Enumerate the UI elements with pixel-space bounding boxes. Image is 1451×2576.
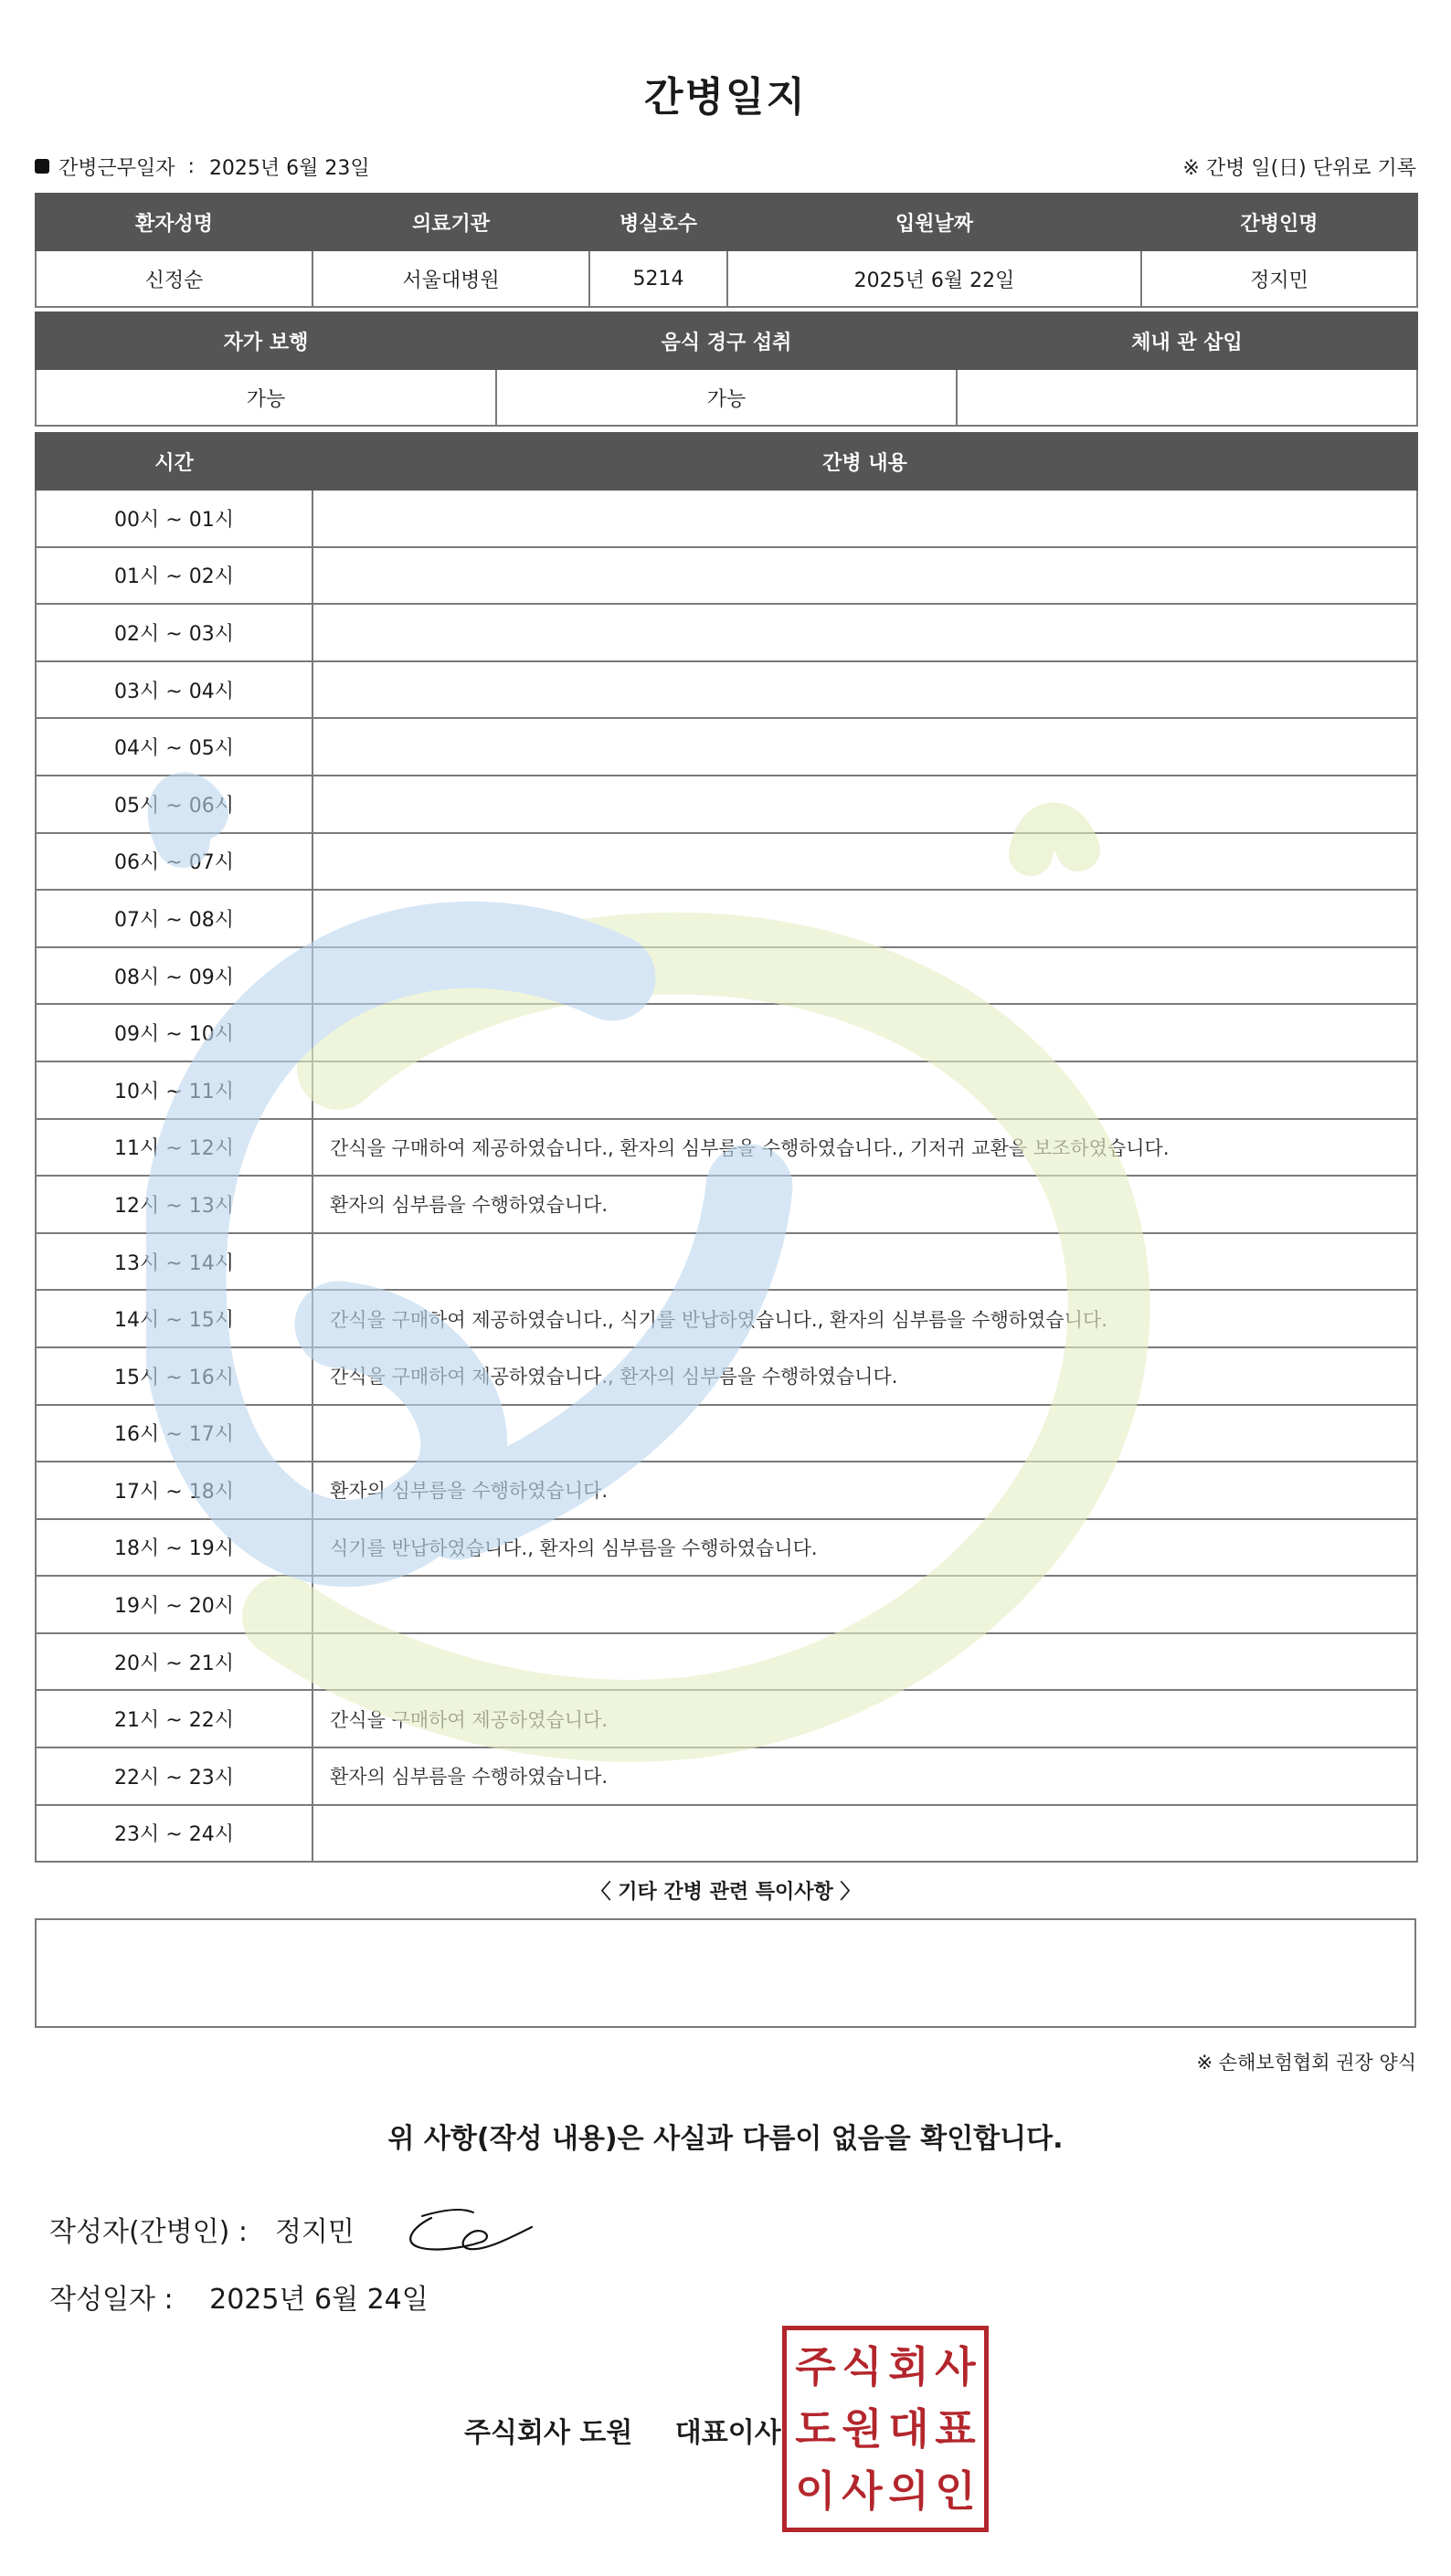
care-content-cell bbox=[312, 1633, 1417, 1691]
care-log-body bbox=[36, 490, 1417, 1862]
care-content-cell: 식기를 반납하였습니다., 환자의 심부름을 수행하였습니다. bbox=[312, 1519, 1417, 1577]
document-title: 간병일지 bbox=[643, 74, 807, 121]
seal-character: 원 bbox=[842, 2404, 883, 2454]
care-content-cell: 환자의 심부름을 수행하였습니다. bbox=[312, 1462, 1417, 1519]
patient-info-table bbox=[35, 193, 1418, 308]
seal-character: 사 bbox=[935, 2342, 976, 2391]
time-slot-cell: 00시 ~ 01시 bbox=[36, 490, 312, 547]
care-content-cell bbox=[312, 661, 1417, 719]
care-log-row bbox=[36, 1405, 1417, 1462]
care-log-row bbox=[36, 1176, 1417, 1233]
room-number-cell: 5214 bbox=[589, 250, 727, 307]
record-unit-note: ※ 간병 일(日) 단위로 기록 bbox=[1182, 156, 1416, 180]
hospital-cell: 서울대병원 bbox=[312, 250, 589, 307]
care-content-cell bbox=[312, 1061, 1417, 1119]
time-slot-cell: 04시 ~ 05시 bbox=[36, 718, 312, 776]
company-signoff bbox=[464, 2410, 781, 2450]
time-slot-cell: 03시 ~ 04시 bbox=[36, 661, 312, 719]
square-bullet-icon bbox=[35, 159, 49, 174]
time-slot-cell: 07시 ~ 08시 bbox=[36, 890, 312, 947]
special-notes-box bbox=[35, 1918, 1416, 2028]
time-slot-cell: 05시 ~ 06시 bbox=[36, 776, 312, 833]
patient-info-header-row bbox=[36, 194, 1417, 250]
meta-row bbox=[35, 150, 1416, 183]
time-slot-cell: 16시 ~ 17시 bbox=[36, 1405, 312, 1462]
care-content-cell bbox=[312, 1576, 1417, 1633]
care-content-cell bbox=[312, 1405, 1417, 1462]
care-content-cell bbox=[312, 547, 1417, 605]
care-log-row bbox=[36, 890, 1417, 947]
time-slot-cell: 15시 ~ 16시 bbox=[36, 1347, 312, 1405]
written-date-row bbox=[49, 2276, 429, 2317]
header-care-content: 간병 내용 bbox=[312, 433, 1417, 490]
tube-insertion-cell bbox=[957, 369, 1417, 426]
care-log-row bbox=[36, 1519, 1417, 1577]
care-log-row bbox=[36, 604, 1417, 661]
time-slot-cell: 18시 ~ 19시 bbox=[36, 1519, 312, 1577]
time-slot-cell: 06시 ~ 07시 bbox=[36, 833, 312, 891]
special-notes-title: 〈 기타 간병 관련 특이사항 〉 bbox=[590, 1881, 861, 1904]
company-seal-stamp bbox=[782, 2326, 989, 2532]
time-slot-cell: 02시 ~ 03시 bbox=[36, 604, 312, 661]
writer-label: 작성자(간병인) : bbox=[49, 2216, 248, 2248]
admission-date-cell: 2025년 6월 22일 bbox=[727, 250, 1141, 307]
header-hospital: 의료기관 bbox=[312, 194, 589, 250]
care-content-cell: 간식을 구매하여 제공하였습니다., 식기를 반납하였습니다., 환자의 심부름을 수행하였습니다. bbox=[312, 1290, 1417, 1347]
care-content-cell bbox=[312, 1004, 1417, 1061]
header-self-walking: 자가 보행 bbox=[36, 312, 496, 369]
seal-character: 의 bbox=[888, 2466, 929, 2516]
written-date-value: 2025년 6월 24일 bbox=[209, 2284, 429, 2316]
care-log-row bbox=[36, 776, 1417, 833]
header-patient-name: 환자성명 bbox=[36, 194, 312, 250]
confirmation-statement: 위 사항(작성 내용)은 사실과 다름이 없음을 확인합니다. bbox=[387, 2123, 1064, 2155]
status-value-row bbox=[36, 369, 1417, 426]
self-walking-cell: 가능 bbox=[36, 369, 496, 426]
seal-character: 회 bbox=[888, 2342, 929, 2391]
care-content-cell bbox=[312, 604, 1417, 661]
company-representative: 대표이사 bbox=[674, 2417, 781, 2449]
patient-info-value-row bbox=[36, 250, 1417, 307]
care-content-cell bbox=[312, 890, 1417, 947]
time-slot-cell: 20시 ~ 21시 bbox=[36, 1633, 312, 1691]
care-log-row bbox=[36, 1347, 1417, 1405]
work-date-label: 간병근무일자 bbox=[58, 156, 175, 180]
time-slot-cell: 08시 ~ 09시 bbox=[36, 947, 312, 1005]
care-content-cell bbox=[312, 1233, 1417, 1291]
care-log-row bbox=[36, 1233, 1417, 1291]
patient-name-cell: 신정순 bbox=[36, 250, 312, 307]
seal-character: 이 bbox=[795, 2466, 836, 2516]
caregiver-name-cell: 정지민 bbox=[1141, 250, 1417, 307]
care-log-row bbox=[36, 1633, 1417, 1691]
care-log-row bbox=[36, 1690, 1417, 1747]
status-header-row bbox=[36, 312, 1417, 369]
care-log-row bbox=[36, 833, 1417, 891]
care-content-cell: 간식을 구매하여 제공하였습니다., 환자의 심부름을 수행하였습니다., 기저귀 교환을 보조하였습니다. bbox=[312, 1119, 1417, 1177]
care-log-row bbox=[36, 1061, 1417, 1119]
writer-row bbox=[49, 2209, 355, 2249]
care-log-row bbox=[36, 661, 1417, 719]
time-slot-cell: 19시 ~ 20시 bbox=[36, 1576, 312, 1633]
seal-character: 표 bbox=[935, 2404, 976, 2454]
care-log-row bbox=[36, 1462, 1417, 1519]
company-name: 주식회사 도원 bbox=[464, 2417, 633, 2449]
seal-character: 인 bbox=[935, 2466, 976, 2516]
care-content-cell bbox=[312, 718, 1417, 776]
oral-intake-cell: 가능 bbox=[496, 369, 957, 426]
care-log-table bbox=[35, 432, 1418, 1863]
time-slot-cell: 14시 ~ 15시 bbox=[36, 1290, 312, 1347]
header-time: 시간 bbox=[36, 433, 312, 490]
header-room-number: 병실호수 bbox=[589, 194, 727, 250]
header-oral-intake: 음식 경구 섭취 bbox=[496, 312, 957, 369]
care-content-cell: 환자의 심부름을 수행하였습니다. bbox=[312, 1176, 1417, 1233]
writer-name: 정지민 bbox=[274, 2216, 355, 2248]
care-log-row bbox=[36, 490, 1417, 547]
care-content-cell bbox=[312, 1805, 1417, 1863]
seal-character: 식 bbox=[842, 2342, 883, 2391]
care-content-cell bbox=[312, 776, 1417, 833]
care-content-cell: 간식을 구매하여 제공하였습니다., 환자의 심부름을 수행하였습니다. bbox=[312, 1347, 1417, 1405]
care-content-cell bbox=[312, 947, 1417, 1005]
care-log-row bbox=[36, 947, 1417, 1005]
time-slot-cell: 10시 ~ 11시 bbox=[36, 1061, 312, 1119]
care-content-cell bbox=[312, 833, 1417, 891]
seal-character: 사 bbox=[842, 2466, 883, 2516]
time-slot-cell: 11시 ~ 12시 bbox=[36, 1119, 312, 1177]
care-content-cell bbox=[312, 490, 1417, 547]
care-log-row bbox=[36, 718, 1417, 776]
care-log-row bbox=[36, 1119, 1417, 1177]
care-log-row bbox=[36, 547, 1417, 605]
patient-status-table bbox=[35, 311, 1418, 427]
seal-character: 대 bbox=[888, 2404, 929, 2454]
work-date-value: 2025년 6월 23일 bbox=[208, 156, 370, 180]
time-slot-cell: 01시 ~ 02시 bbox=[36, 547, 312, 605]
care-content-cell: 간식을 구매하여 제공하였습니다. bbox=[312, 1690, 1417, 1747]
care-log-header-row bbox=[36, 433, 1417, 490]
time-slot-cell: 12시 ~ 13시 bbox=[36, 1176, 312, 1233]
care-log-row bbox=[36, 1747, 1417, 1805]
time-slot-cell: 09시 ~ 10시 bbox=[36, 1004, 312, 1061]
header-tube-insertion: 체내 관 삽입 bbox=[957, 312, 1417, 369]
time-slot-cell: 23시 ~ 24시 bbox=[36, 1805, 312, 1863]
care-log-row bbox=[36, 1004, 1417, 1061]
work-date-group bbox=[35, 153, 370, 181]
header-caregiver-name: 간병인명 bbox=[1141, 194, 1417, 250]
form-recommendation-note: ※ 손해보험협회 권장 양식 bbox=[1196, 2052, 1416, 2074]
care-log-row bbox=[36, 1805, 1417, 1863]
care-log-row bbox=[36, 1290, 1417, 1347]
time-slot-cell: 21시 ~ 22시 bbox=[36, 1690, 312, 1747]
work-date-separator: : bbox=[187, 154, 195, 178]
time-slot-cell: 17시 ~ 18시 bbox=[36, 1462, 312, 1519]
header-admission-date: 입원날짜 bbox=[727, 194, 1141, 250]
care-content-cell: 환자의 심부름을 수행하였습니다. bbox=[312, 1747, 1417, 1805]
seal-character: 주 bbox=[795, 2342, 836, 2391]
time-slot-cell: 22시 ~ 23시 bbox=[36, 1747, 312, 1805]
time-slot-cell: 13시 ~ 14시 bbox=[36, 1233, 312, 1291]
signature-image bbox=[395, 2185, 541, 2258]
written-date-label: 작성일자 : bbox=[49, 2284, 174, 2316]
seal-character: 도 bbox=[795, 2404, 836, 2454]
care-log-row bbox=[36, 1576, 1417, 1633]
